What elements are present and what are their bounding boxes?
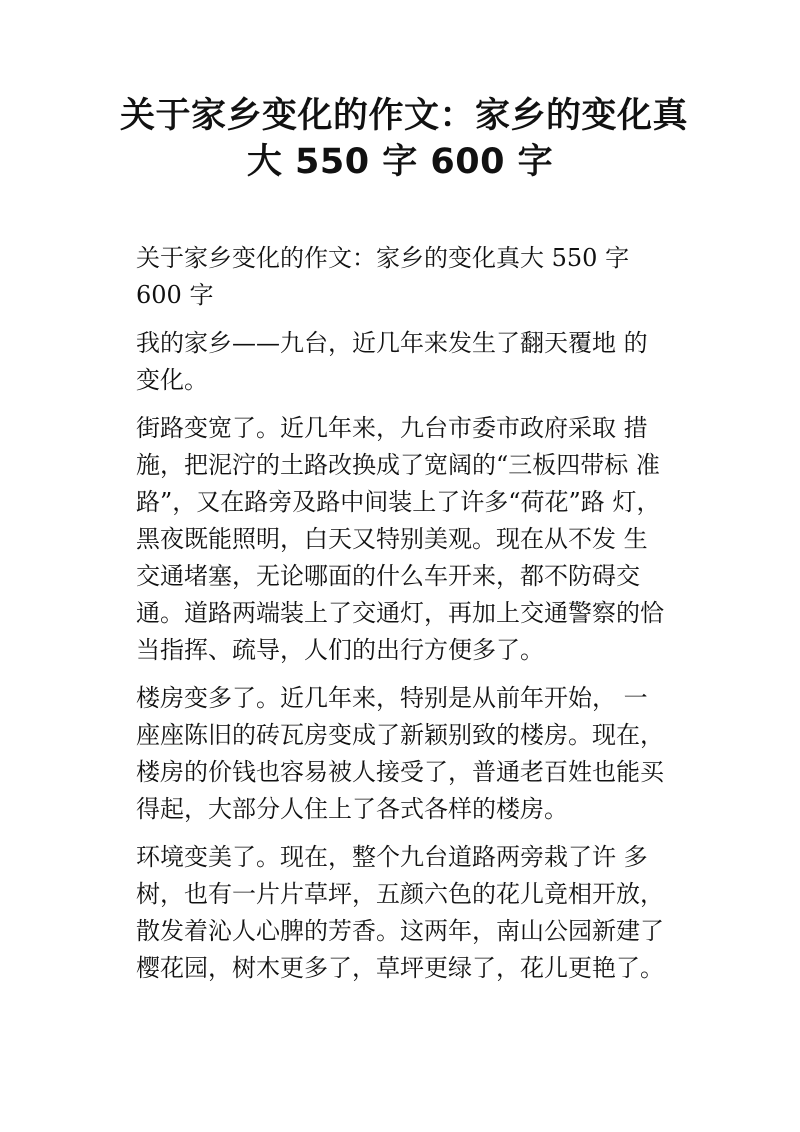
- paragraph-streets: [136, 410, 670, 669]
- text-line: 措施，把泥泞的土路改换成了宽阔的“三板四带标: [136, 414, 648, 479]
- text-line: 楼房的价钱也容易被人接受了，普通老百姓也能买: [136, 758, 664, 786]
- text-line: 楼房变多了。近几年来，特别是从前年开始，: [136, 684, 616, 712]
- text-line: 当指挥、疏导，人们的出行方便多了。: [136, 636, 544, 664]
- paragraph-buildings: [136, 680, 670, 828]
- text-line: 多树，也有一片片草坪，五颜六色的花儿竟相开放，: [136, 843, 664, 908]
- text-line: 一座座陈旧的砖瓦房变成了新颖别致的楼房。现在，: [136, 684, 664, 749]
- document-title: [120, 93, 689, 185]
- text-line: 通。道路两端装上了交通灯，再加上交通警察的恰: [136, 599, 664, 627]
- text-line: 准路”，又在路旁及路中间装上了许多“荷花”路: [136, 451, 660, 516]
- text-line: 关于家乡变化的作文：家乡的变化真大 550: [136, 244, 598, 272]
- text-line: 散发着沁人心脾的芳香。这两年，南山公园新建了: [136, 917, 664, 945]
- title-line: 大 550 字 600 字: [246, 142, 554, 182]
- text-line: 灯，黑夜既能照明，白天又特别美观。现在从不发: [136, 488, 661, 553]
- text-line: 樱花园，树木更多了，草坪更绿了，花儿更艳了。: [136, 954, 664, 982]
- text-line: 的变化。: [136, 329, 648, 394]
- document-body: [136, 240, 670, 998]
- paragraph-environment: [136, 839, 670, 987]
- text-line: 生交通堵塞，无论哪面的什么车开来，都不防碍交: [136, 525, 648, 590]
- paragraph-intro: [136, 240, 670, 314]
- text-line: 我的家乡——九台，近几年来发生了翻天覆地: [136, 329, 616, 357]
- text-line: 字 600 字: [136, 244, 630, 309]
- text-line: 街路变宽了。近几年来，九台市委市政府采取: [136, 414, 616, 442]
- text-line: 得起，大部分人住上了各式各样的楼房。: [136, 795, 568, 823]
- text-line: 环境变美了。现在，整个九台道路两旁栽了许: [136, 843, 616, 871]
- title-line: 关于家乡变化的作文：家乡的变化真: [120, 96, 689, 136]
- paragraph-hometown: [136, 325, 670, 399]
